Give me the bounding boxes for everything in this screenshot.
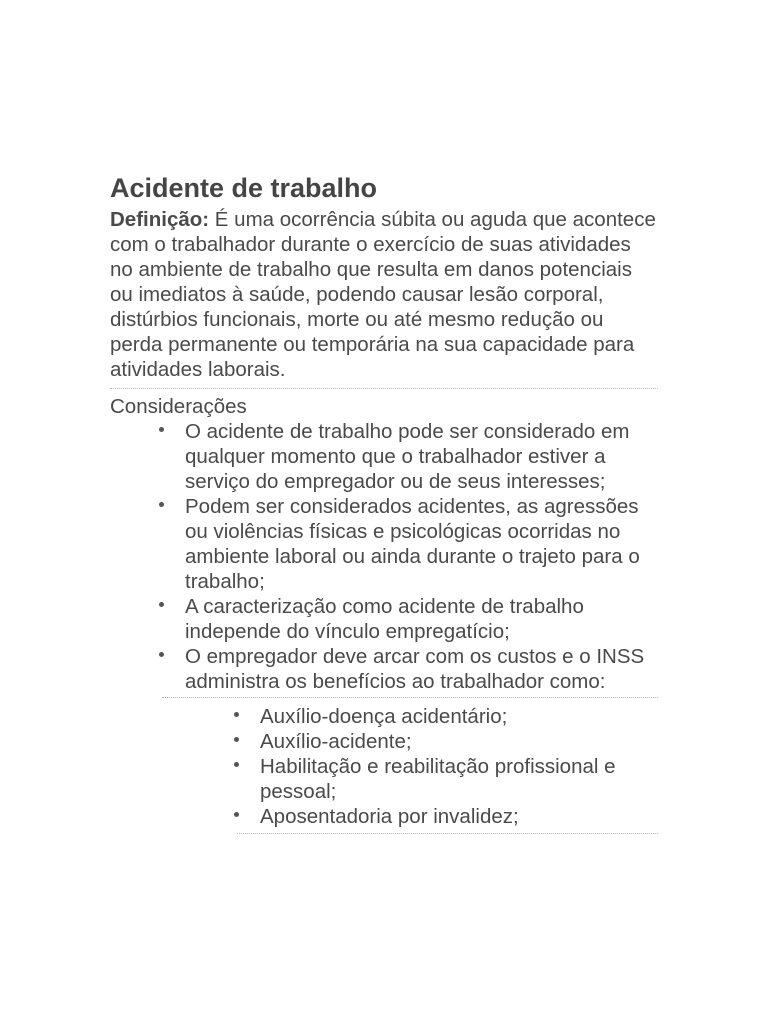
bullet-icon: [159, 602, 164, 607]
bullet-icon: [159, 502, 164, 507]
list-item: [185, 494, 660, 594]
definition-paragraph: [110, 207, 658, 389]
bullet-icon: [159, 427, 164, 432]
list-item-text: Podem ser considerados acidentes, as agressões ou violências físicas e psicológicas ocorridas no ambiente laboral ou ainda durante o trajeto para o trabalho;: [185, 495, 640, 593]
bullet-icon: [234, 712, 239, 717]
bullet-icon: [234, 762, 239, 767]
list-item: [185, 594, 660, 644]
considerations-heading: Considerações: [110, 395, 247, 418]
benefits-list: [110, 704, 660, 829]
list-item: [260, 754, 660, 804]
bullet-icon: [159, 652, 164, 657]
divider: [237, 833, 658, 834]
list-item: [185, 419, 660, 494]
list-item-text: O empregador deve arcar com os custos e o INSS administra os benefícios ao trabalhador como:: [185, 645, 645, 693]
considerations-list: [110, 419, 660, 694]
list-item: [185, 644, 660, 694]
divider: [162, 697, 658, 698]
list-item-text: Aposentadoria por invalidez;: [260, 805, 519, 828]
list-item: [260, 729, 660, 754]
list-item-text: O acidente de trabalho pode ser considerado em qualquer momento que o trabalhador estiver a serviço do empregador ou de seus interesses;: [185, 420, 630, 493]
list-item-text: A caracterização como acidente de trabalho independe do vínculo empregatício;: [185, 595, 584, 643]
bullet-icon: [234, 737, 239, 742]
list-item-text: Habilitação e reabilitação profissional e pessoal;: [260, 755, 616, 803]
page-title: Acidente de trabalho: [110, 173, 378, 203]
document-page: [110, 170, 660, 834]
list-item: [260, 704, 660, 729]
bullet-icon: [234, 812, 239, 817]
definition-label: Definição:: [110, 208, 210, 231]
definition-text: É uma ocorrência súbita ou aguda que acontece com o trabalhador durante o exercício de suas atividades no ambiente de trabalho que resulta em danos potenciais ou imediatos à saúde, podendo causar lesão corporal, distúrbios funcionais, morte ou até mesmo redução ou perda permanente ou temporária na sua capacidade para atividades laborais.: [110, 208, 656, 381]
list-item-text: Auxílio-acidente;: [260, 730, 412, 753]
list-item: [260, 804, 660, 829]
list-item-text: Auxílio-doença acidentário;: [260, 705, 508, 728]
